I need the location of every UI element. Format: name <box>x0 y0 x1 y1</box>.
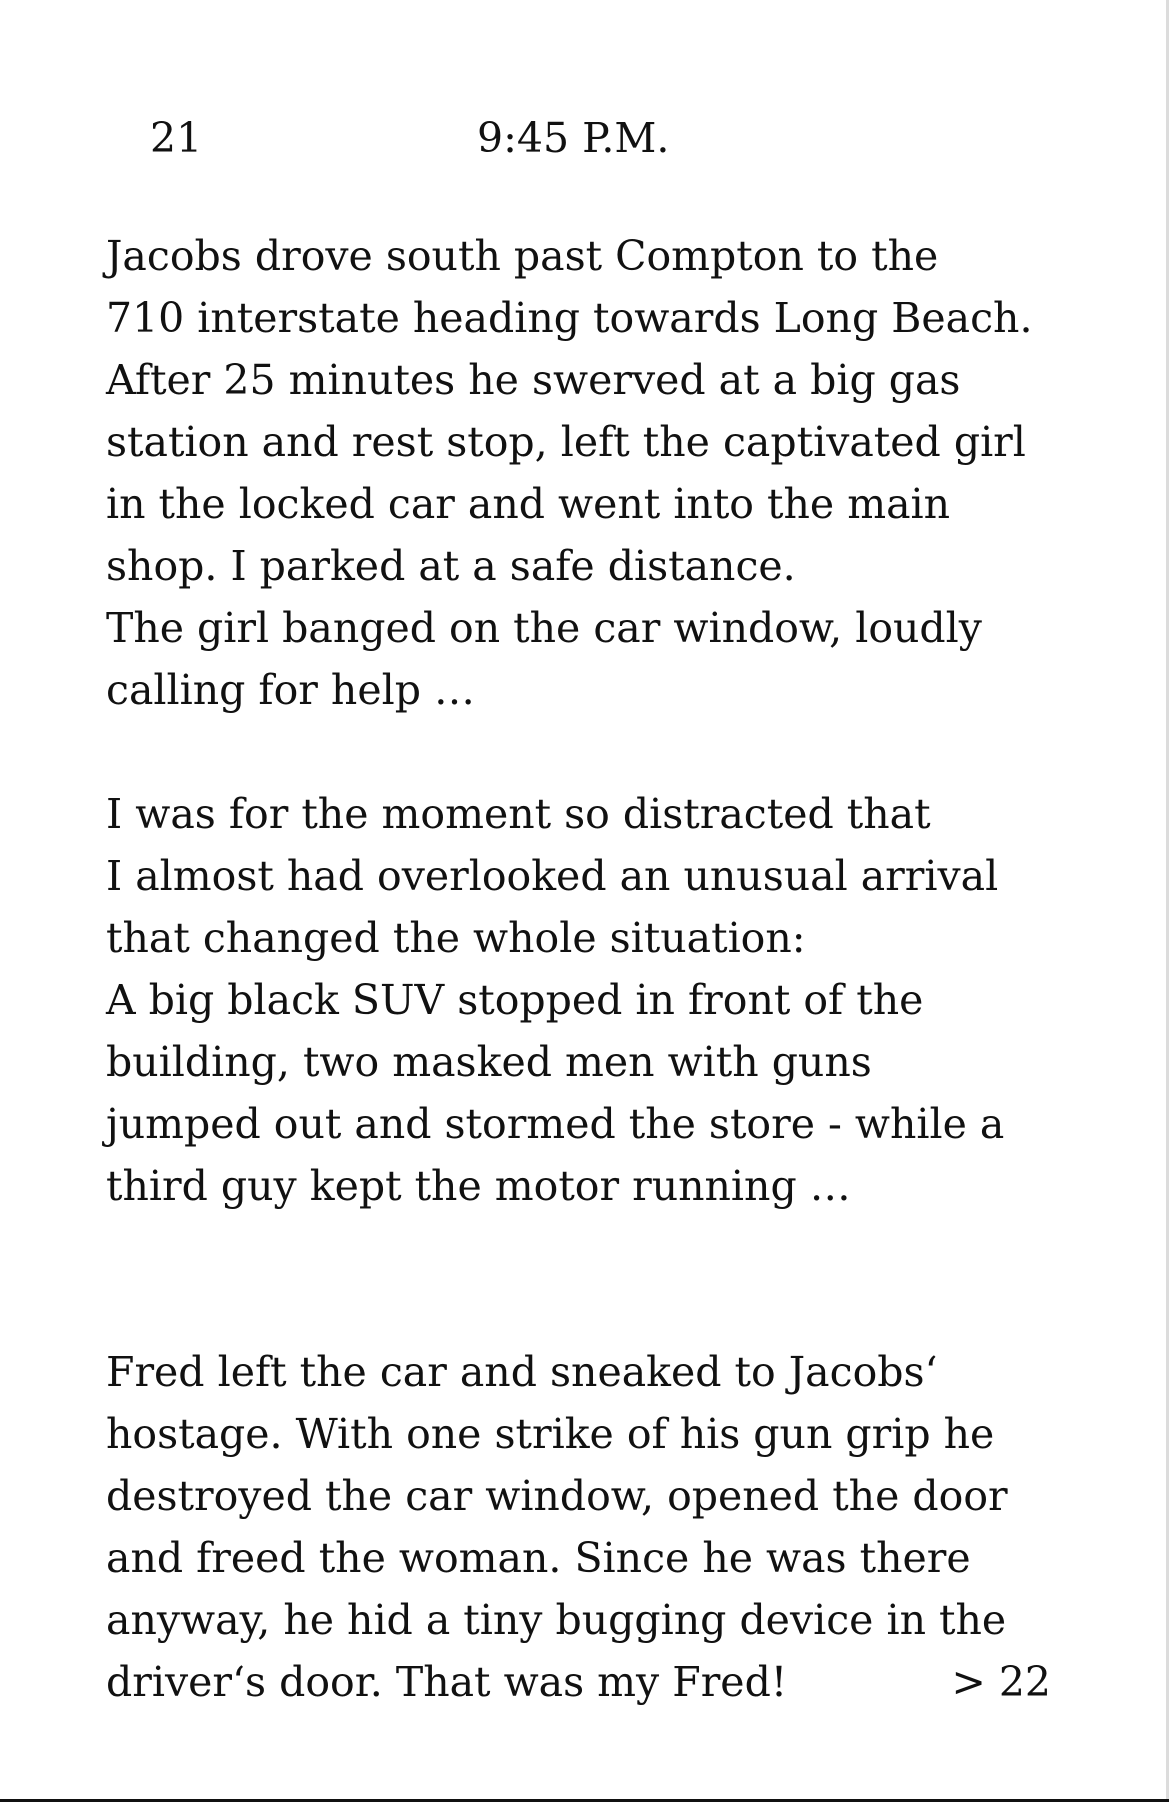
page-number: 21 <box>150 114 203 162</box>
paragraph-1: Jacobs drove south past Compton to the 710 interstate heading towards Long Beach. After 25 minutes he swerved at a big gas station and rest stop, left the captivated girl in the locked car and went into the main shop. I parked at a safe distance. The girl banged on the car window, loudly calling for help … <box>106 232 1033 714</box>
page-header <box>150 112 1169 164</box>
next-page-link[interactable]: > 22 <box>951 1658 1051 1706</box>
last-line-text: driver‘s door. That was my Fred! <box>106 1658 788 1706</box>
page-body <box>106 225 1051 1775</box>
paragraph-3-last-line <box>106 1651 1051 1713</box>
paragraph-3-text: Fred left the car and sneaked to Jacobs‘ hostage. With one strike of his gun grip he destroyed the car window, opened the door and freed the woman. Since he was there anyway, he hid a tiny bugging device in the <box>106 1348 1008 1644</box>
chapter-title: 9:45 P.M. <box>477 114 670 162</box>
paragraph-2: I was for the moment so distracted that I almost had overlooked an unusual arrival that changed the whole situation: A big black SUV stopped in front of the building, two masked men with guns jumped out and stormed the store - while a third guy kept the motor running … <box>106 790 1005 1210</box>
paragraph-3 <box>106 1279 1051 1775</box>
